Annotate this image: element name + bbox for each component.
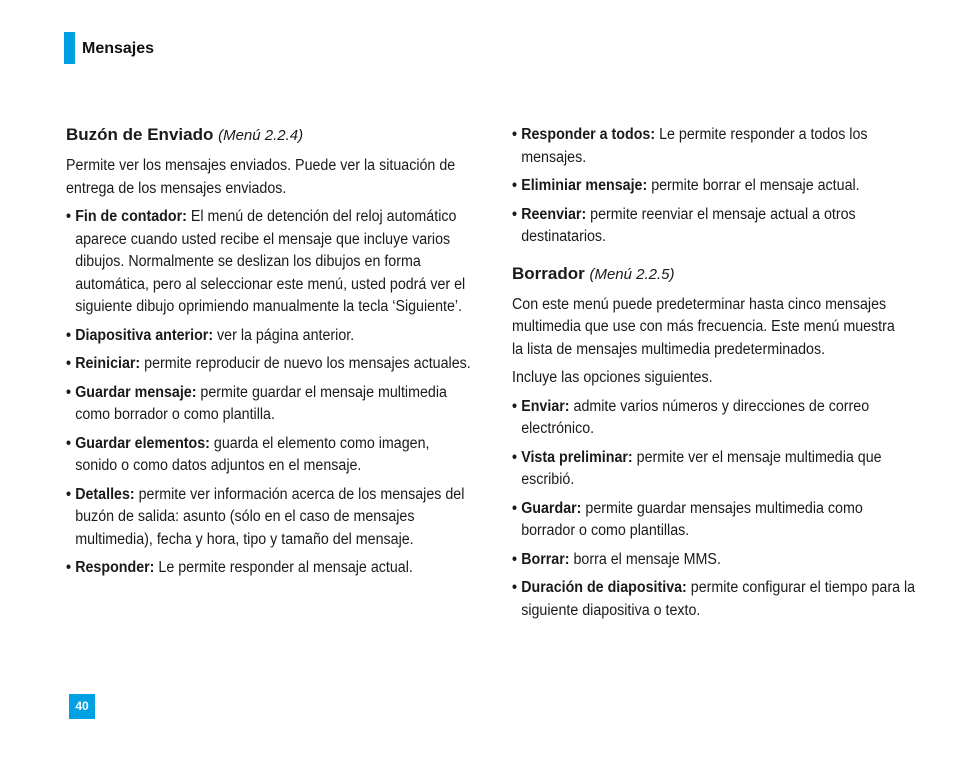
option-term: Borrar: <box>521 550 570 568</box>
section-tab-marker <box>64 32 75 64</box>
option-desc: permite guardar mensajes multimedia como borrador o como plantillas. <box>521 499 863 539</box>
option-term: Eliminiar mensaje: <box>521 177 648 194</box>
drafts-options-list <box>512 396 916 623</box>
option-term: Duración de diapositiva: <box>521 579 687 596</box>
option-term: Responder: <box>75 559 155 576</box>
option-desc: permite ver información acerca de los mensajes del buzón de salida: asunto (sólo en el caso de mensajes multimedia), fecha y hora, tipo y tamaño del mensaje. <box>75 485 465 548</box>
list-item <box>512 577 917 622</box>
option-desc: permite configurar el tiempo para la siguiente diapositiva o texto. <box>521 579 916 619</box>
option-desc: permite reproducir de nuevo los mensajes actuales. <box>140 355 471 372</box>
left-column <box>66 124 471 586</box>
option-term: Reenviar: <box>521 205 587 223</box>
list-item <box>512 549 917 572</box>
sent-box-heading <box>66 124 466 147</box>
option-desc: admite varios números y direcciones de correo electrónico. <box>521 397 870 437</box>
drafts-title: Borrador <box>512 263 585 283</box>
option-desc: ver la página anterior. <box>213 326 355 344</box>
option-desc: permite borrar el mensaje actual. <box>647 177 860 194</box>
list-item <box>66 557 471 580</box>
option-desc: Le permite responder al mensaje actual. <box>154 559 413 576</box>
list-item <box>66 484 471 552</box>
option-desc: Le permite responder a todos los mensajes. <box>521 126 868 166</box>
drafts-intro: Con este menú puede predeterminar hasta cinco mensajes multimedia que use con más frecuencia. Este menú muestra la lista de mensajes multimedia predeterminados. <box>512 295 895 358</box>
drafts-intro-options: Incluye las opciones siguientes. <box>512 369 713 386</box>
sent-box-options-list-continued <box>512 124 912 249</box>
list-item <box>66 206 471 319</box>
option-term: Guardar mensaje: <box>75 383 197 401</box>
option-desc: permite guardar el mensaje multimedia como borrador o como plantilla. <box>75 383 447 423</box>
option-desc: borra el mensaje MMS. <box>569 550 721 568</box>
list-item <box>512 396 917 441</box>
list-item <box>512 498 917 543</box>
list-item <box>512 204 917 249</box>
list-item <box>512 447 917 492</box>
list-item <box>512 175 917 198</box>
option-desc: guarda el elemento como imagen, sonido o como datos adjuntos en el mensaje. <box>75 434 430 474</box>
sent-box-options-list <box>66 206 471 580</box>
option-term: Diapositiva anterior: <box>75 326 214 344</box>
option-term: Detalles: <box>75 485 135 503</box>
section-title: Mensajes <box>82 40 155 57</box>
sent-box-menu-ref: (Menú 2.2.4) <box>218 127 304 144</box>
option-term: Enviar: <box>521 397 570 415</box>
page-number: 40 <box>69 694 95 719</box>
list-item <box>66 433 471 478</box>
option-term: Guardar elementos: <box>75 434 210 452</box>
right-column <box>512 124 916 628</box>
sent-box-title: Buzón de Enviado <box>66 125 214 144</box>
list-item <box>66 353 471 376</box>
sent-box-intro: Permite ver los mensajes enviados. Puede ver la situación de entrega de los mensajes enviados. <box>66 157 456 197</box>
list-item <box>66 382 471 427</box>
drafts-menu-ref: (Menú 2.2.5) <box>589 265 675 283</box>
list-item <box>512 124 917 169</box>
option-desc: permite ver el mensaje multimedia que escribió. <box>521 448 882 488</box>
option-term: Fin de contador: <box>75 208 187 225</box>
list-item <box>66 325 471 348</box>
option-term: Vista preliminar: <box>521 448 633 466</box>
option-desc: permite reenviar el mensaje actual a otros destinatarios. <box>521 205 856 245</box>
drafts-heading <box>512 263 912 286</box>
option-desc: El menú de detención del reloj automático aparece cuando usted recibe el mensaje que incluye varios dibujos. Normalmente se deslizan los dibujos en forma automática, pero al seleccionar este menú, usted podrá ver el siguiente dibujo oprimiendo manualmente la tecla ‘Siguiente’. <box>75 208 466 315</box>
option-term: Reiniciar: <box>75 355 141 372</box>
option-term: Guardar: <box>521 499 582 517</box>
option-term: Responder a todos: <box>521 126 656 143</box>
